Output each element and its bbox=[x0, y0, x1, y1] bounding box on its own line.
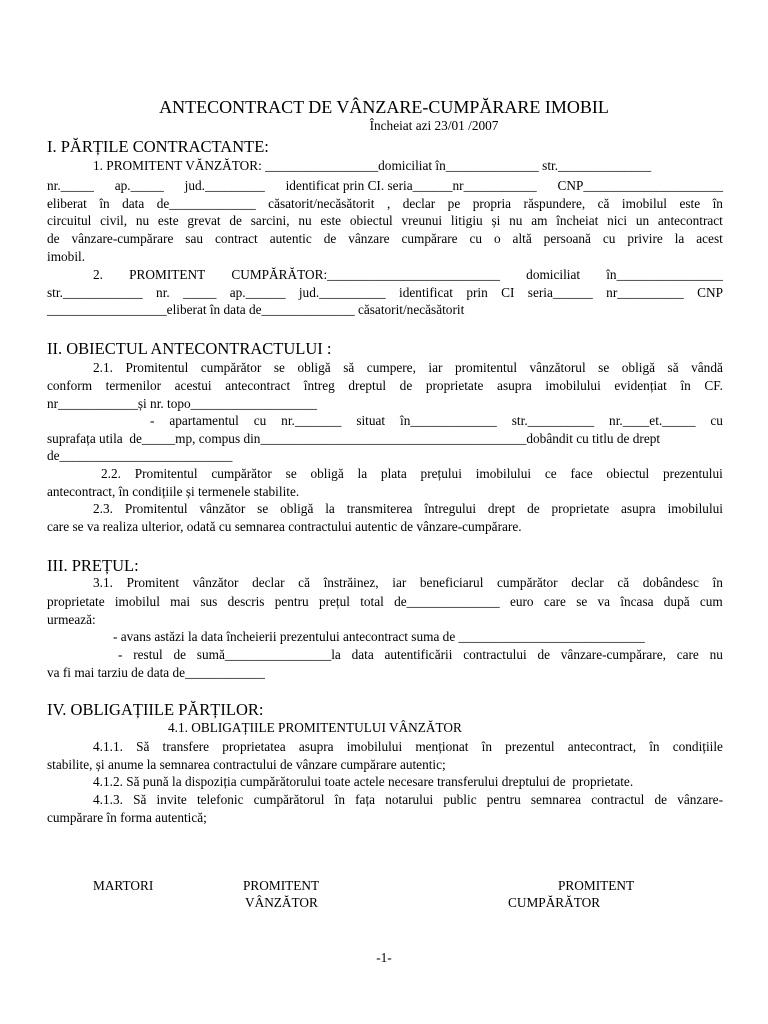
word: în bbox=[99, 196, 110, 211]
word: antecontract, bbox=[567, 739, 637, 754]
word: circuitul bbox=[47, 213, 92, 228]
word: ap.______ bbox=[229, 285, 286, 300]
word: propria bbox=[472, 196, 512, 211]
word: se bbox=[598, 360, 610, 375]
word: de bbox=[47, 231, 60, 246]
word: imobilul bbox=[114, 594, 160, 609]
body-line: 4.1.2. Să pună la dispoziția cumpărătorului toate actele necesare transferului dreptului de proprietate. bbox=[93, 774, 634, 789]
word: prin bbox=[466, 285, 488, 300]
word: transfere bbox=[162, 739, 210, 754]
word: întreg bbox=[303, 378, 335, 393]
word: de______________ bbox=[394, 594, 500, 609]
word: vânzare bbox=[348, 231, 390, 246]
word: prezentului bbox=[663, 466, 723, 481]
word: CI bbox=[501, 285, 515, 300]
word: cu bbox=[469, 231, 483, 246]
word: vânzare- bbox=[677, 792, 723, 807]
word: că bbox=[298, 575, 310, 590]
word: de bbox=[323, 231, 337, 246]
word: acest bbox=[696, 231, 723, 246]
word: restul bbox=[133, 647, 163, 662]
word: sarcini, bbox=[250, 213, 290, 228]
word: va bbox=[597, 594, 611, 609]
word: cumpărător bbox=[497, 575, 558, 590]
word: , bbox=[386, 196, 391, 211]
word: contract bbox=[214, 231, 258, 246]
word: de bbox=[537, 647, 551, 662]
word: menționat bbox=[415, 739, 469, 754]
word: vânzare-cumpărare, bbox=[560, 647, 666, 662]
word: domiciliat bbox=[526, 267, 581, 282]
word: CUMPĂRĂTOR:__________________________ bbox=[231, 267, 501, 282]
word: situat bbox=[356, 413, 386, 428]
word: prețului bbox=[420, 466, 462, 481]
body-line: urmează: bbox=[47, 612, 96, 627]
word: ce bbox=[544, 466, 557, 481]
word: de_____________ bbox=[156, 196, 256, 211]
word: și bbox=[491, 213, 501, 228]
word: imobilului bbox=[346, 739, 403, 754]
word: str.____________ bbox=[47, 285, 143, 300]
body-line bbox=[93, 792, 723, 808]
body-line: stabilite, și anume la semnarea contractului de vânzare cumpărare autentic; bbox=[47, 757, 446, 772]
word: PROMITENT bbox=[129, 267, 206, 282]
word: de bbox=[527, 501, 540, 516]
word: 2.2. bbox=[101, 466, 121, 481]
word: asupra bbox=[621, 501, 656, 516]
word: obiectul bbox=[349, 213, 393, 228]
word: beneficiarul bbox=[419, 575, 484, 590]
word: grevat bbox=[187, 213, 221, 228]
word: de bbox=[654, 792, 668, 807]
word: după bbox=[663, 594, 690, 609]
word: cumpere, bbox=[366, 360, 416, 375]
word: la bbox=[357, 466, 368, 481]
word: CNP_____________________ bbox=[557, 178, 723, 193]
word: nr._____ bbox=[47, 178, 94, 193]
word: imobilului bbox=[545, 378, 601, 393]
word: se bbox=[257, 501, 269, 516]
body-line: nr____________și nr. topo___________________ bbox=[47, 396, 318, 411]
word: notarului bbox=[385, 792, 434, 807]
word: 2. bbox=[93, 267, 103, 282]
word: proprietate bbox=[425, 378, 484, 393]
word: în bbox=[712, 575, 723, 590]
word: în bbox=[481, 739, 492, 754]
word: vânzător bbox=[192, 575, 239, 590]
word: încheiat bbox=[556, 213, 599, 228]
buyer-line bbox=[93, 267, 723, 283]
word: autentic bbox=[269, 231, 312, 246]
word: în bbox=[712, 196, 723, 211]
body-line bbox=[118, 647, 723, 663]
word: data bbox=[351, 647, 374, 662]
section-1-heading: I. PĂRȚILE CONTRACTANTE: bbox=[47, 137, 269, 156]
word: 2.1. bbox=[93, 360, 113, 375]
word: nr. bbox=[156, 285, 170, 300]
word: CF. bbox=[704, 378, 723, 393]
body-line: care se va realiza ulterior, odată cu semnarea contractului autentic de vânzare-cumpărare. bbox=[47, 519, 522, 534]
buyer-issue-line: __________________eliberat în data de______________ căsatorit/necăsătorit bbox=[47, 302, 465, 317]
witnesses-label: MARTORI bbox=[93, 878, 154, 893]
word: Să bbox=[136, 739, 150, 754]
section-2-heading: II. OBIECTUL ANTECONTRACTULUI : bbox=[47, 339, 332, 358]
word: promitentul bbox=[454, 360, 518, 375]
word: persoană bbox=[543, 231, 591, 246]
word: identificat bbox=[399, 285, 453, 300]
word: altă bbox=[512, 231, 532, 246]
word: semnarea bbox=[530, 792, 582, 807]
word: evidențiat bbox=[614, 378, 667, 393]
word: proprietatea bbox=[222, 739, 286, 754]
word: jud._________ bbox=[184, 178, 265, 193]
word: ap._____ bbox=[114, 178, 164, 193]
word: în_____________ bbox=[400, 413, 497, 428]
word: nu bbox=[709, 647, 723, 662]
word: imobilului bbox=[475, 466, 532, 481]
body-line bbox=[150, 413, 723, 429]
word: 3.1. bbox=[93, 575, 113, 590]
body-line: imobil. bbox=[47, 249, 86, 264]
word: de bbox=[399, 378, 413, 393]
word: nr.____et._____ bbox=[609, 413, 696, 428]
word: acestui bbox=[174, 378, 212, 393]
word: civil, bbox=[100, 213, 128, 228]
word: este bbox=[157, 213, 179, 228]
word: telefonic bbox=[196, 792, 244, 807]
word: termenilor bbox=[105, 378, 162, 393]
word: _____ bbox=[183, 285, 217, 300]
word: dreptul bbox=[348, 378, 387, 393]
word: Să bbox=[133, 792, 147, 807]
word: nici bbox=[607, 213, 628, 228]
body-line: de__________________________ bbox=[47, 448, 233, 463]
word: cumpărare bbox=[401, 231, 458, 246]
word: public bbox=[443, 792, 477, 807]
body-line: suprafața utila de_____mp, compus din________________________________________dobândit cu titlu de drept bbox=[47, 431, 661, 446]
word: un bbox=[635, 213, 650, 228]
body-line: va fi mai tarziu de data de____________ bbox=[47, 665, 265, 680]
word: vânzător bbox=[199, 501, 246, 516]
body-line: - avans astăzi la data încheierii prezentului antecontract suma de ____________________________ bbox=[113, 629, 645, 644]
body-line bbox=[47, 196, 723, 212]
word: prețul bbox=[318, 594, 350, 609]
word: - bbox=[150, 413, 155, 428]
word: vânzare-cumpărare bbox=[71, 231, 174, 246]
word: este bbox=[679, 196, 701, 211]
word: întregului bbox=[424, 501, 477, 516]
word: care bbox=[543, 594, 566, 609]
seller-id-line bbox=[47, 178, 723, 194]
page-number: -1- bbox=[376, 950, 392, 965]
section-3-heading: III. PREȚUL: bbox=[47, 556, 139, 575]
word: obligă bbox=[621, 360, 656, 375]
word: obligă bbox=[310, 466, 344, 481]
word: sumă________________la bbox=[196, 647, 341, 662]
word: euro bbox=[509, 594, 534, 609]
body-line bbox=[101, 466, 723, 482]
word: seria______ bbox=[527, 285, 593, 300]
word: nu bbox=[298, 213, 312, 228]
word: pe bbox=[447, 196, 461, 211]
word: asupra bbox=[298, 739, 334, 754]
word: CNP bbox=[697, 285, 723, 300]
word: o bbox=[493, 231, 501, 246]
word: litigiu bbox=[450, 213, 483, 228]
word: obligă bbox=[297, 360, 331, 375]
word: cu bbox=[710, 413, 723, 428]
word: Promitentul bbox=[124, 501, 188, 516]
word: dobândesc bbox=[642, 575, 699, 590]
word: cu bbox=[253, 413, 267, 428]
word: Promitentul bbox=[125, 360, 189, 375]
word: încasa bbox=[620, 594, 654, 609]
word: să bbox=[343, 360, 355, 375]
buyer-id-line bbox=[47, 285, 723, 301]
word: contractul bbox=[591, 792, 645, 807]
word: se bbox=[576, 594, 588, 609]
word: 2.3. bbox=[93, 501, 113, 516]
word: - bbox=[118, 647, 123, 662]
word: declar bbox=[402, 196, 436, 211]
body-line bbox=[93, 739, 723, 755]
word: proprietate bbox=[47, 594, 105, 609]
word: str.__________ bbox=[511, 413, 595, 428]
word: vândă bbox=[691, 360, 723, 375]
body-line bbox=[93, 501, 723, 517]
word: nu bbox=[135, 213, 150, 228]
word: este bbox=[320, 213, 342, 228]
word: identificat prin CI. seria______nr___________ bbox=[285, 178, 537, 193]
word: căsatorit/necăsătorit bbox=[268, 196, 375, 211]
word: să bbox=[667, 360, 679, 375]
word: 4.1.1. bbox=[93, 739, 123, 754]
word: total bbox=[360, 594, 384, 609]
word: sus bbox=[200, 594, 218, 609]
word: drept bbox=[487, 501, 516, 516]
word: cum bbox=[699, 594, 723, 609]
buyer-signature-label-2: CUMPĂRĂTOR bbox=[508, 895, 601, 910]
word: iar bbox=[428, 360, 443, 375]
word: plata bbox=[380, 466, 407, 481]
word: la bbox=[325, 501, 335, 516]
word: descris bbox=[227, 594, 265, 609]
word: am bbox=[531, 213, 548, 228]
word: obligă bbox=[280, 501, 314, 516]
body-line: antecontract, în condițiile și termenele stabilite. bbox=[47, 484, 300, 499]
word: cumpărător bbox=[211, 466, 272, 481]
word: jud.__________ bbox=[298, 285, 386, 300]
word: antecontract bbox=[657, 213, 723, 228]
word: declar bbox=[571, 575, 604, 590]
word: care bbox=[676, 647, 699, 662]
word: se bbox=[285, 466, 297, 481]
word: privire bbox=[627, 231, 663, 246]
word: Promitent bbox=[126, 575, 180, 590]
buyer-signature-label: PROMITENT bbox=[558, 878, 635, 893]
body-line bbox=[93, 575, 723, 591]
word: transmiterea bbox=[346, 501, 413, 516]
document-date: Încheiat azi 23/01 /2007 bbox=[369, 118, 499, 133]
word: vreunui bbox=[401, 213, 443, 228]
word: pentru bbox=[486, 792, 521, 807]
seller-signature-label-2: VÂNZĂTOR bbox=[245, 895, 318, 910]
word: declar bbox=[252, 575, 285, 590]
word: face bbox=[570, 466, 593, 481]
subsection-heading: 4.1. OBLIGAȚIILE PROMITENTULUI VÂNZĂTOR bbox=[168, 720, 462, 735]
word: nr._______ bbox=[281, 413, 342, 428]
word: imobilului bbox=[667, 501, 723, 516]
word: că bbox=[617, 575, 630, 590]
word: conform bbox=[47, 378, 93, 393]
word: că bbox=[597, 196, 610, 211]
word: antecontract bbox=[225, 378, 291, 393]
word: nu bbox=[509, 213, 523, 228]
body-line bbox=[47, 231, 723, 247]
body-line: cumpărare în forma autentică; bbox=[47, 810, 207, 825]
word: la bbox=[674, 231, 685, 246]
word: iar bbox=[392, 575, 407, 590]
document-title: ANTECONTRACT DE VÂNZARE-CUMPĂRARE IMOBIL bbox=[159, 97, 609, 117]
word: sau bbox=[185, 231, 204, 246]
word: în bbox=[680, 378, 691, 393]
word: eliberat bbox=[47, 196, 87, 211]
seller-line: 1. PROMITENT VĂNZĂTOR: _________________domiciliat în______________ str.______________ bbox=[93, 158, 652, 173]
word: data bbox=[122, 196, 145, 211]
word: cu bbox=[602, 231, 616, 246]
word: autentificării bbox=[384, 647, 453, 662]
word: nr__________ bbox=[606, 285, 684, 300]
word: mai bbox=[170, 594, 191, 609]
word: invite bbox=[156, 792, 187, 807]
word: asupra bbox=[497, 378, 532, 393]
section-4-heading: IV. OBLIGAȚIILE PĂRȚILOR: bbox=[47, 700, 264, 719]
word: apartamentul bbox=[169, 413, 239, 428]
word: înstrăinez, bbox=[323, 575, 379, 590]
word: răspundere, bbox=[523, 196, 586, 211]
body-line bbox=[47, 213, 723, 229]
word: cumpărătorul bbox=[253, 792, 325, 807]
body-line bbox=[47, 594, 723, 610]
word: obiectul bbox=[606, 466, 650, 481]
word: pentru bbox=[274, 594, 309, 609]
body-line bbox=[47, 378, 723, 394]
word: Promitentul bbox=[134, 466, 198, 481]
word: contractului bbox=[463, 647, 527, 662]
word: prezentul bbox=[505, 739, 555, 754]
word: în bbox=[334, 792, 345, 807]
word: vânzătorul bbox=[529, 360, 586, 375]
word: de bbox=[229, 213, 242, 228]
word: proprietate bbox=[551, 501, 610, 516]
word: fața bbox=[355, 792, 376, 807]
body-line bbox=[93, 360, 723, 376]
word: se bbox=[273, 360, 285, 375]
word: 4.1.3. bbox=[93, 792, 123, 807]
word: de bbox=[173, 647, 187, 662]
word: imobilul bbox=[621, 196, 667, 211]
word: condițiile bbox=[672, 739, 723, 754]
seller-signature-label: PROMITENT bbox=[243, 878, 320, 893]
word: în________________ bbox=[606, 267, 723, 282]
word: cumpărător bbox=[200, 360, 262, 375]
word: în bbox=[649, 739, 660, 754]
